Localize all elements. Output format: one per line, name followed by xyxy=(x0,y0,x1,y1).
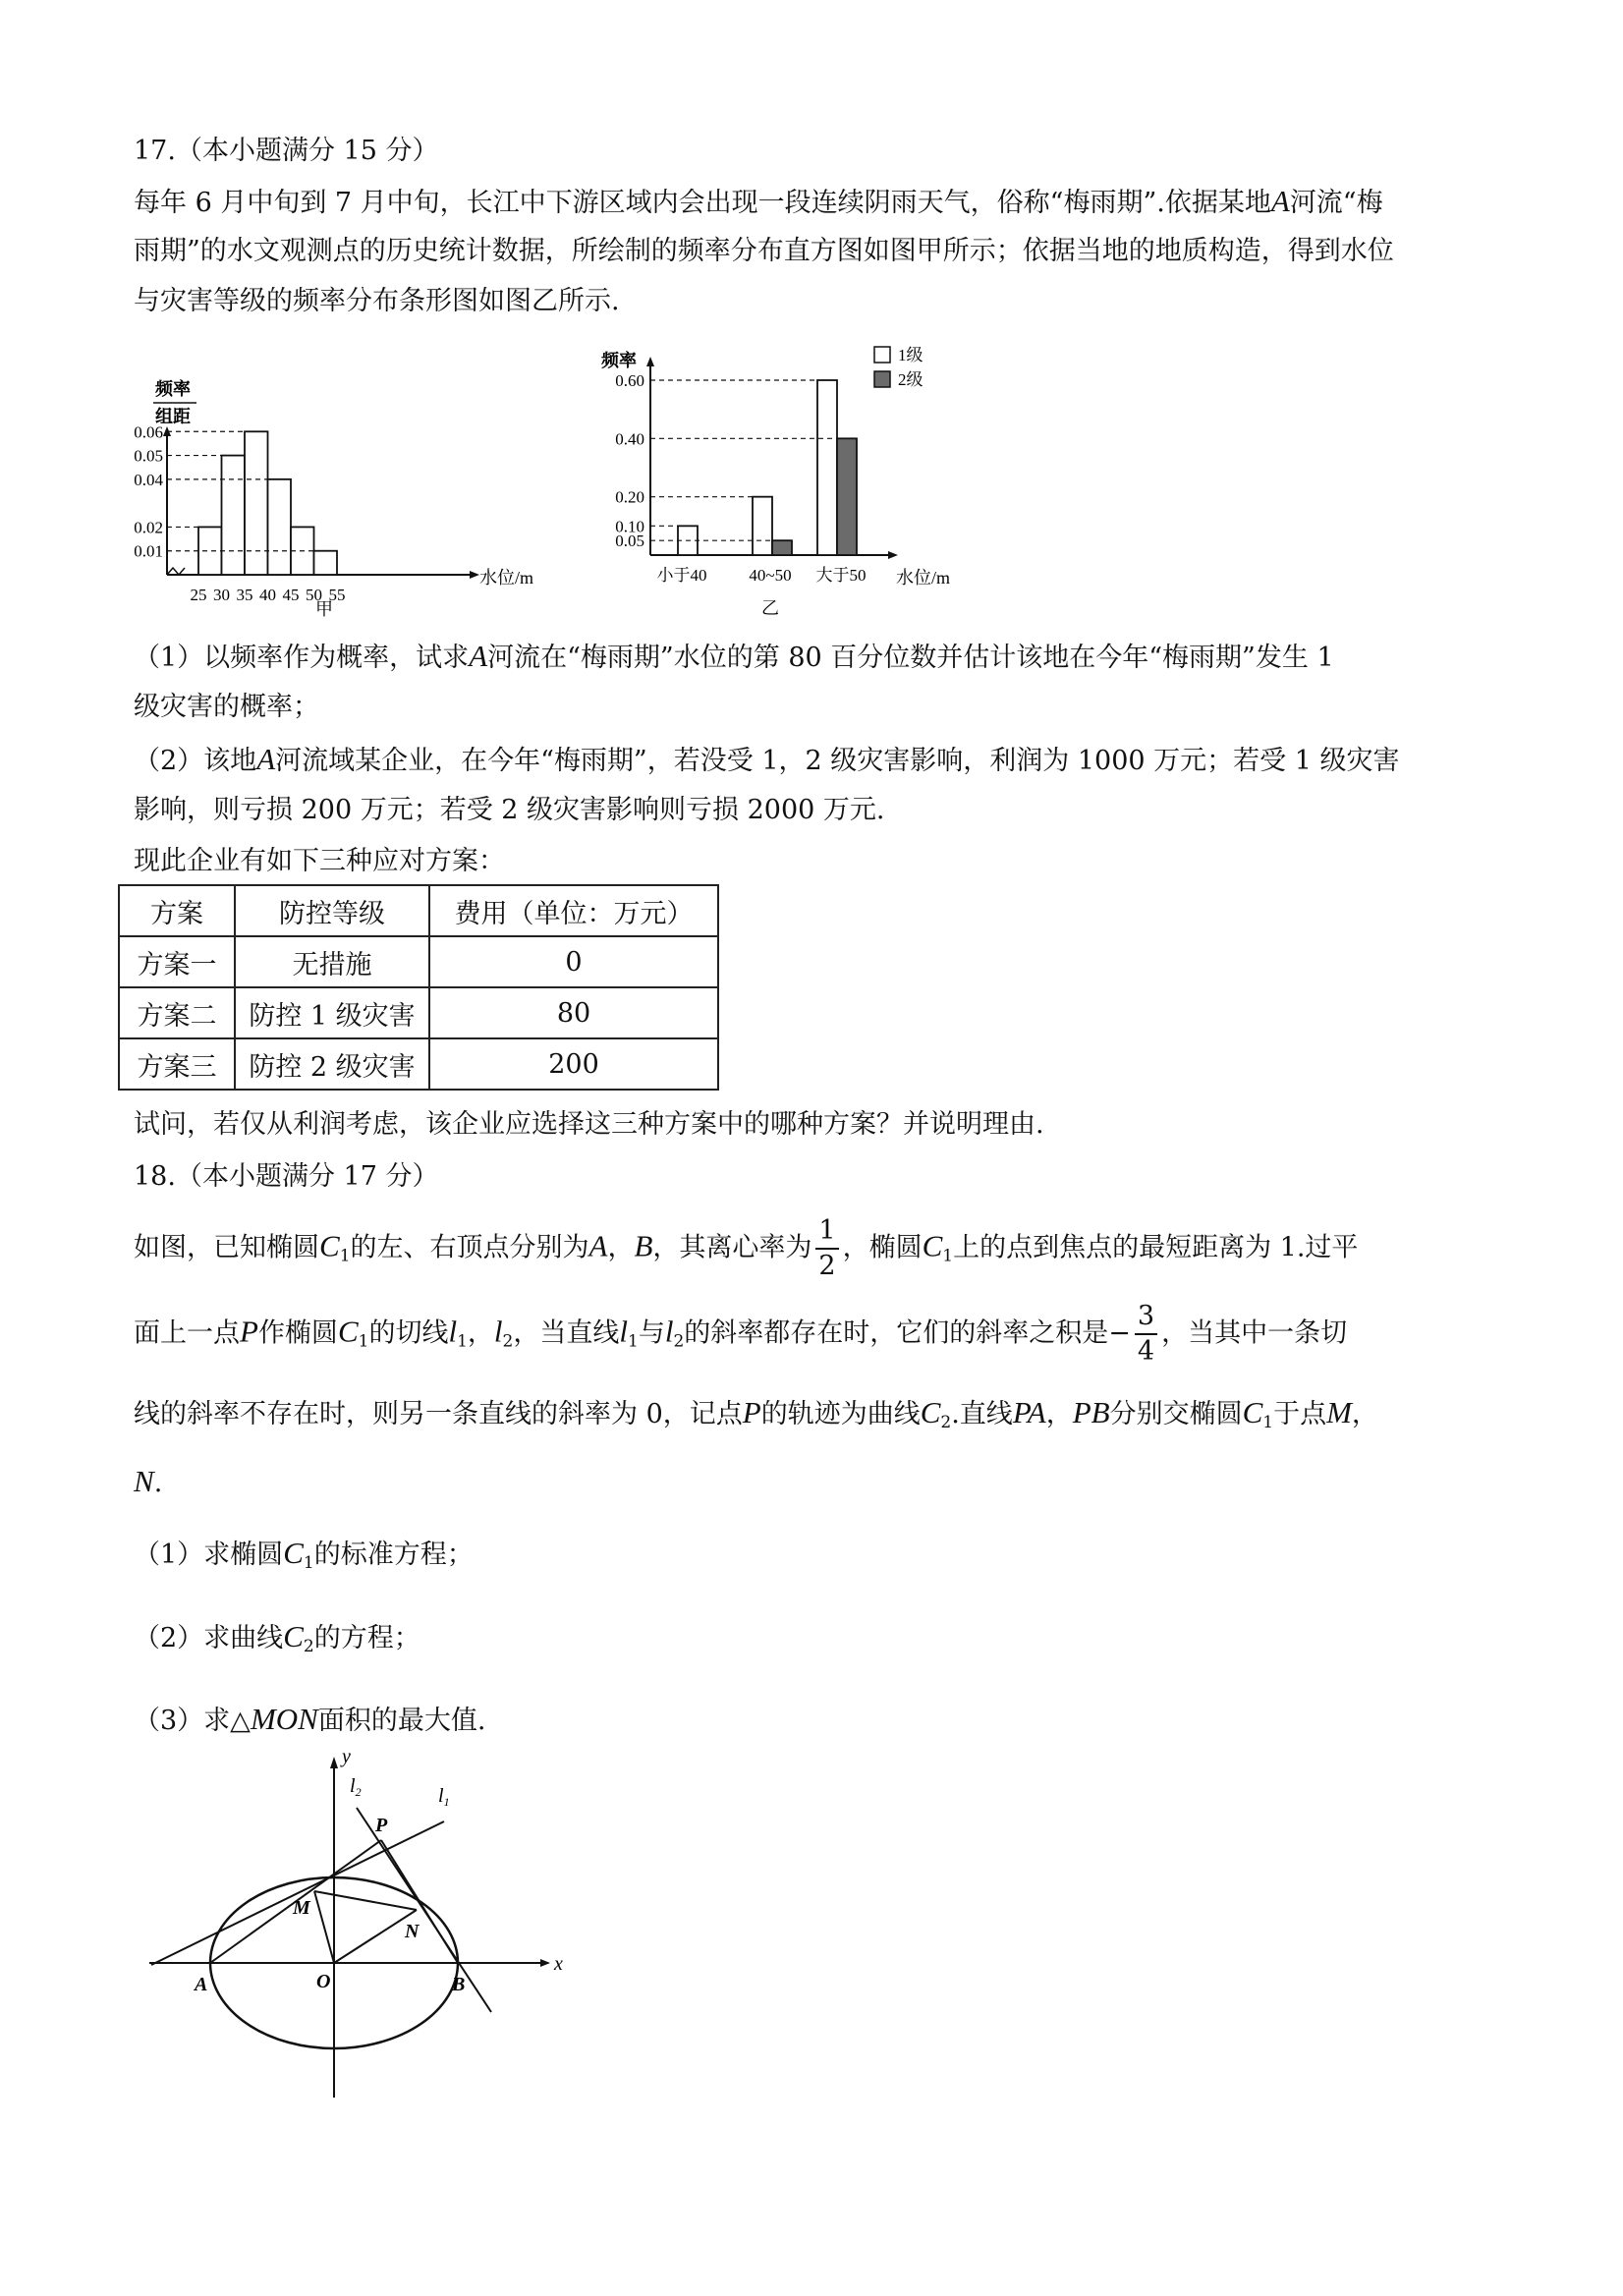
hist-ylabel-top: 频率 xyxy=(155,379,191,399)
label-l2: $l_2$ xyxy=(350,1775,362,1799)
q18-line-2: 面上一点P作椭圆$C_1$的切线$l_1$，$l_2$，当直线$l_1$与$l_2$的斜率都存在时，它们的斜率之积是− $\frac{3}{4}$ ，当其中一条切 xyxy=(134,1301,1348,1367)
q18-header: 18.（本小题满分 17 分） xyxy=(134,1161,439,1192)
hist-y-tick-label: 0.05 xyxy=(134,446,163,466)
q17-part2-line-3: 现此企业有如下三种应对方案： xyxy=(134,846,505,876)
bar-y-tick-label: 0.05 xyxy=(615,532,644,551)
hist-x-tick-label: 50 xyxy=(306,586,322,604)
tangent-l1 xyxy=(151,1821,444,1965)
q17-question: 试问，若仅从利润考虑，该企业应选择这三种方案中的哪种方案？并说明理由. xyxy=(134,1109,1044,1140)
bar-rect xyxy=(753,497,772,555)
q17-part2-line-2: 影响，则亏损 200 万元；若受 2 级灾害影响则亏损 2000 万元. xyxy=(134,795,885,825)
label-O: O xyxy=(316,1971,331,1992)
bar-caption: 乙 xyxy=(761,598,779,618)
bar-y-axis-arrow xyxy=(646,357,654,366)
plan-table xyxy=(118,884,719,1091)
q18-line-3: 线的斜率不存在时，则另一条直线的斜率为 0，记点P的轨迹为曲线$C_2$.直线PA，PB分别交椭圆$C_1$于点M， xyxy=(134,1395,1378,1432)
x-axis-arrow xyxy=(540,1959,550,1967)
hist-x-tick-label: 55 xyxy=(328,586,346,604)
slope-product-fraction: $\frac{3}{4}$ xyxy=(1135,1300,1157,1369)
table-header-cell: 方案 xyxy=(119,885,235,936)
label-x: x xyxy=(554,1953,563,1975)
hist-y-tick-label: 0.04 xyxy=(134,470,163,489)
y-axis-arrow xyxy=(330,1757,338,1768)
bar-xlabel: 水位/m xyxy=(896,568,951,588)
label-P: P xyxy=(375,1815,388,1836)
q17-paragraph-line-1: 每年 6 月中旬到 7 月中旬，长江中下游区域内会出现一段连续阴雨天气，俗称“梅雨期”.依据某地A河流“梅 xyxy=(134,184,1383,218)
bar-rect xyxy=(817,380,837,555)
table-header-cell: 防控等级 xyxy=(235,885,429,936)
bar-x-tick-label: 小于40 xyxy=(656,566,707,585)
hist-bar xyxy=(222,456,246,575)
hist-xlabel: 水位/m xyxy=(479,568,534,588)
q18-subq-2: （2）求曲线$C_2$的方程； xyxy=(134,1619,420,1656)
hist-bar xyxy=(268,479,292,575)
table-cell: 方案二 xyxy=(119,987,235,1038)
hist-plot xyxy=(134,422,479,604)
label-l1: $l_1$ xyxy=(438,1785,450,1809)
hist-x-tick-label: 40 xyxy=(259,586,276,604)
q17-paragraph-line-2: 雨期”的水文观测点的历史统计数据，所绘制的频率分布直方图如图甲所示；依据当地的地质构造，得到水位 xyxy=(134,236,1394,266)
bar-x-tick-label: 大于50 xyxy=(815,566,867,585)
hist-x-tick-label: 45 xyxy=(282,586,300,604)
hist-y-tick-label: 0.06 xyxy=(134,422,163,442)
bar-ylabel: 频率 xyxy=(601,351,637,370)
bar-y-tick-label: 0.60 xyxy=(615,371,644,390)
histogram-chart xyxy=(134,373,560,629)
hist-bar xyxy=(314,551,338,575)
legend-label-1: 1级 xyxy=(898,346,923,364)
hist-x-tick-label: 30 xyxy=(213,586,230,604)
bar-y-tick-label: 0.40 xyxy=(615,429,644,449)
bar-chart xyxy=(589,339,982,629)
label-y: y xyxy=(342,1746,351,1767)
q17-paragraph-line-3: 与灾害等级的频率分布条形图如图乙所示. xyxy=(134,286,620,316)
segment-om xyxy=(314,1891,334,1963)
legend-label-2: 2级 xyxy=(898,370,923,389)
ellipse-diagram xyxy=(138,1739,589,2112)
hist-bar xyxy=(245,431,268,575)
bar-plot xyxy=(615,357,898,585)
bar-y-tick-label: 0.20 xyxy=(615,487,644,507)
table-cell: 0 xyxy=(429,936,718,987)
q18-subq-3: （3）求△MON面积的最大值. xyxy=(134,1702,486,1736)
hist-bar xyxy=(198,527,222,575)
segment-mn xyxy=(314,1891,417,1910)
bar-y-tick-label: 0.10 xyxy=(615,517,644,536)
hist-axis-break xyxy=(167,568,185,575)
table-row xyxy=(119,987,718,1038)
legend-swatch-2 xyxy=(874,371,890,387)
q17-part1-line-1: （1）以频率作为概率，试求A河流在“梅雨期”水位的第 80 百分位数并估计该地在今年“梅雨期”发生 1 xyxy=(134,639,1334,673)
label-A: A xyxy=(195,1974,208,1995)
hist-x-tick-label: 35 xyxy=(236,586,253,604)
q18-subq-1: （1）求椭圆$C_1$的标准方程； xyxy=(134,1536,474,1573)
table-header-cell: 费用（单位：万元） xyxy=(429,885,718,936)
table-cell: 防控 1 级灾害 xyxy=(235,987,429,1038)
q17-part2-line-1: （2）该地A河流域某企业，在今年“梅雨期”，若没受 1，2 级灾害影响，利润为 1000 万元；若受 1 级灾害 xyxy=(134,742,1400,776)
hist-ylabel-bottom: 组距 xyxy=(155,407,191,426)
table-row xyxy=(119,1038,718,1090)
label-M: M xyxy=(293,1897,310,1919)
q17-part1-line-2: 级灾害的概率； xyxy=(134,692,319,722)
table-cell: 方案三 xyxy=(119,1038,235,1090)
hist-caption: 甲 xyxy=(315,599,333,619)
table-header-row xyxy=(119,885,718,936)
table-cell: 200 xyxy=(429,1038,718,1090)
legend-swatch-1 xyxy=(874,347,890,363)
bar-x-axis-arrow xyxy=(888,551,898,559)
hist-y-tick-label: 0.02 xyxy=(134,518,163,537)
hist-x-axis-arrow xyxy=(470,571,479,579)
bar-x-tick-label: 40~50 xyxy=(749,566,792,585)
table-cell: 无措施 xyxy=(235,936,429,987)
eccentricity-fraction: $\frac{1}{2}$ xyxy=(815,1214,838,1283)
line-pb xyxy=(381,1840,458,1963)
label-B: B xyxy=(452,1974,466,1995)
q18-line-1: 如图，已知椭圆$C_1$的左、右顶点分别为A，B，其离心率为 $\frac{1}{2}$ ，椭圆$C_1$上的点到焦点的最短距离为 1.过平 xyxy=(134,1215,1359,1281)
hist-y-tick-label: 0.01 xyxy=(134,541,163,561)
bar-rect xyxy=(837,438,857,555)
hist-x-tick-label: 25 xyxy=(190,586,207,604)
bar-rect xyxy=(772,540,792,555)
table-row xyxy=(119,936,718,987)
label-N: N xyxy=(405,1921,420,1942)
table-cell: 80 xyxy=(429,987,718,1038)
q18-line-4: N. xyxy=(134,1464,163,1498)
q17-header: 17.（本小题满分 15 分） xyxy=(134,136,439,166)
table-cell: 防控 2 级灾害 xyxy=(235,1038,429,1090)
table-cell: 方案一 xyxy=(119,936,235,987)
